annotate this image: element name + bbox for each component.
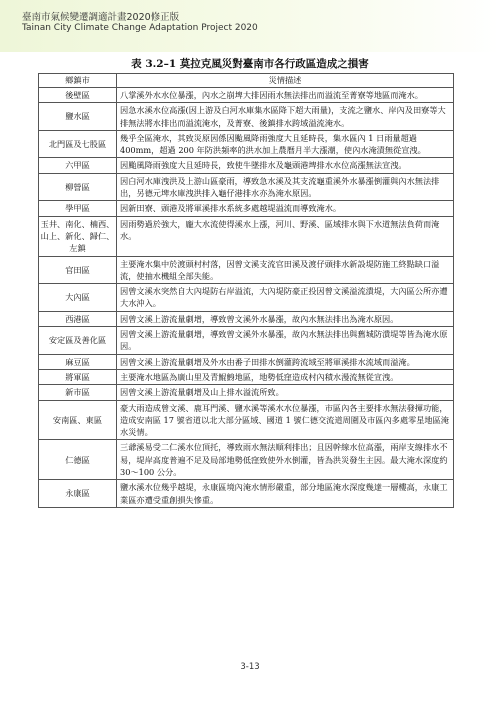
table-row [39, 158, 454, 173]
page-number: 3-13 [240, 662, 260, 672]
table-row [39, 130, 454, 158]
description-cell: 因急水溪水位高漲(因上游及白河水庫集水區降下超大雨量)，支流之鹽水、岸內及田寮等大排無法將水排出而溢流淹水，及菁寮、後鎮排水跨域溢流淹水。 [117, 103, 454, 131]
table-row [39, 173, 454, 201]
table-row [39, 480, 454, 508]
district-cell: 玉井、南化、楠西、山上、新化、歸仁、左鎮 [39, 216, 117, 256]
table-row [39, 256, 454, 284]
description-cell: 因曾文溪上游流量劇增，導致曾文溪外水暴漲，故內水無法排出與舊城防潰堤等皆為淹水原因。 [117, 327, 454, 355]
column-header-description: 災情描述 [117, 74, 454, 88]
description-cell: 因新田寮、頭港及將軍溪排水系統多處越堤溢流而導致淹水。 [117, 201, 454, 216]
district-cell: 六甲區 [39, 158, 117, 173]
table-row [39, 284, 454, 312]
table-row [39, 103, 454, 131]
description-cell: 八掌溪外水水位暴漲，內水之崩埤大排因雨水無法排出而溢流至菁寮等地區而淹水。 [117, 88, 454, 103]
table-row [39, 201, 454, 216]
table-header-row [39, 74, 454, 88]
damage-table [38, 73, 454, 508]
table-row [39, 216, 454, 256]
description-cell: 因雨勢過於強大，龐大水流使得溪水上漲，河川、野溪、區域排水與下水道無法負荷而淹水。 [117, 216, 454, 256]
description-cell: 幾乎全區淹水，其致災原因係因颱風降雨強度大且延時長，集水區內 1 日雨量超過 400mm，超過 200 年防洪頻率的洪水加上農曆月半大漲潮，使內水淹漬無從宣洩。 [117, 130, 454, 158]
description-cell: 主要淹水地區為廣山里及青鯤鯓地區，地勢低窪造成村內積水漫流無從宣洩。 [117, 369, 454, 384]
district-cell: 西港區 [39, 311, 117, 326]
description-cell: 因曾文溪上游流量劇增，導致曾文溪外水暴漲，故內水無法排出為淹水原因。 [117, 311, 454, 326]
table-row [39, 88, 454, 103]
description-cell: 豪大雨造成曾文溪、鹿耳門溪、鹽水溪等溪水水位暴漲，市區內各主要排水無法發揮功能，造成安南區 17 號省道以北大部分區域、國道 1 號仁德交流道周圍及市區內多處零星地區淹水災情。 [117, 400, 454, 440]
description-cell: 因曾文溪上游流量劇增及外水由番子田排水倒灌跨流域至將軍溪排水流域而溢淹。 [117, 354, 454, 369]
district-cell: 鹽水區 [39, 103, 117, 131]
document-title-zh: 臺南市氣候變遷調適計畫2020修正版 [22, 12, 180, 23]
table-row [39, 354, 454, 369]
description-cell: 因曾文溪上游流量劇增及山上排水溢流所致。 [117, 385, 454, 400]
description-cell: 因颱風降雨強度大且延時長，致使牛墜排水及龜頭港埤排水水位高漲無法宣洩。 [117, 158, 454, 173]
district-cell: 新市區 [39, 385, 117, 400]
district-cell: 大內區 [39, 284, 117, 312]
table-caption: 表 3.2–1 莫拉克風災對臺南市各行政區造成之損害 [131, 58, 369, 70]
district-cell: 安南區、東區 [39, 400, 117, 440]
table-row [39, 311, 454, 326]
district-cell: 將軍區 [39, 369, 117, 384]
table-row [39, 385, 454, 400]
table-row [39, 327, 454, 355]
district-cell: 麻豆區 [39, 354, 117, 369]
district-cell: 安定區及善化區 [39, 327, 117, 355]
district-cell: 永康區 [39, 480, 117, 508]
header-banner [0, 0, 500, 52]
description-cell: 主要淹水集中於渡頭村村落，因曾文溪支流官田溪及渡仔頭排水新設堤防施工終點缺口溢流，使抽水機組全部失能。 [117, 256, 454, 284]
table-row [39, 440, 454, 480]
description-cell: 因白河水庫洩洪及上游山區豪雨，導致急水溪及其支流龜重溪外水暴漲倒灌與內水無法排出，另德元埤水庫洩洪排入龜仔港排水亦為淹水原因。 [117, 173, 454, 201]
description-cell: 鹽水溪水位幾乎越堤，永康區境內淹水情形嚴重，部分地區淹水深度幾達一層樓高，永康工業區亦遭受重創損失慘重。 [117, 480, 454, 508]
district-cell: 柳營區 [39, 173, 117, 201]
document-title-en: Tainan City Climate Change Adaptation Project 2020 [22, 23, 258, 33]
district-cell: 後壁區 [39, 88, 117, 103]
column-header-district: 鄉鎮市 [39, 74, 117, 88]
district-cell: 官田區 [39, 256, 117, 284]
district-cell: 仁德區 [39, 440, 117, 480]
table-row [39, 400, 454, 440]
district-cell: 學甲區 [39, 201, 117, 216]
district-cell: 北門區及七股區 [39, 130, 117, 158]
description-cell: 因曾文溪水突然自大內堤防右岸溢流，大內堤防豪正投因曾文溪溢流潰堤，大內區公所亦遭大水沖入。 [117, 284, 454, 312]
description-cell: 三爺溪易受二仁溪水位頂托，導致雨水無法順利排出；且因幹線水位高漲，兩岸支線排水不易，堤岸高度普遍不足及局部地勢低窪致使外水倒灌，皆為洪災發生主因。最大淹水深度約 30～100 公分。 [117, 440, 454, 480]
table-row [39, 369, 454, 384]
